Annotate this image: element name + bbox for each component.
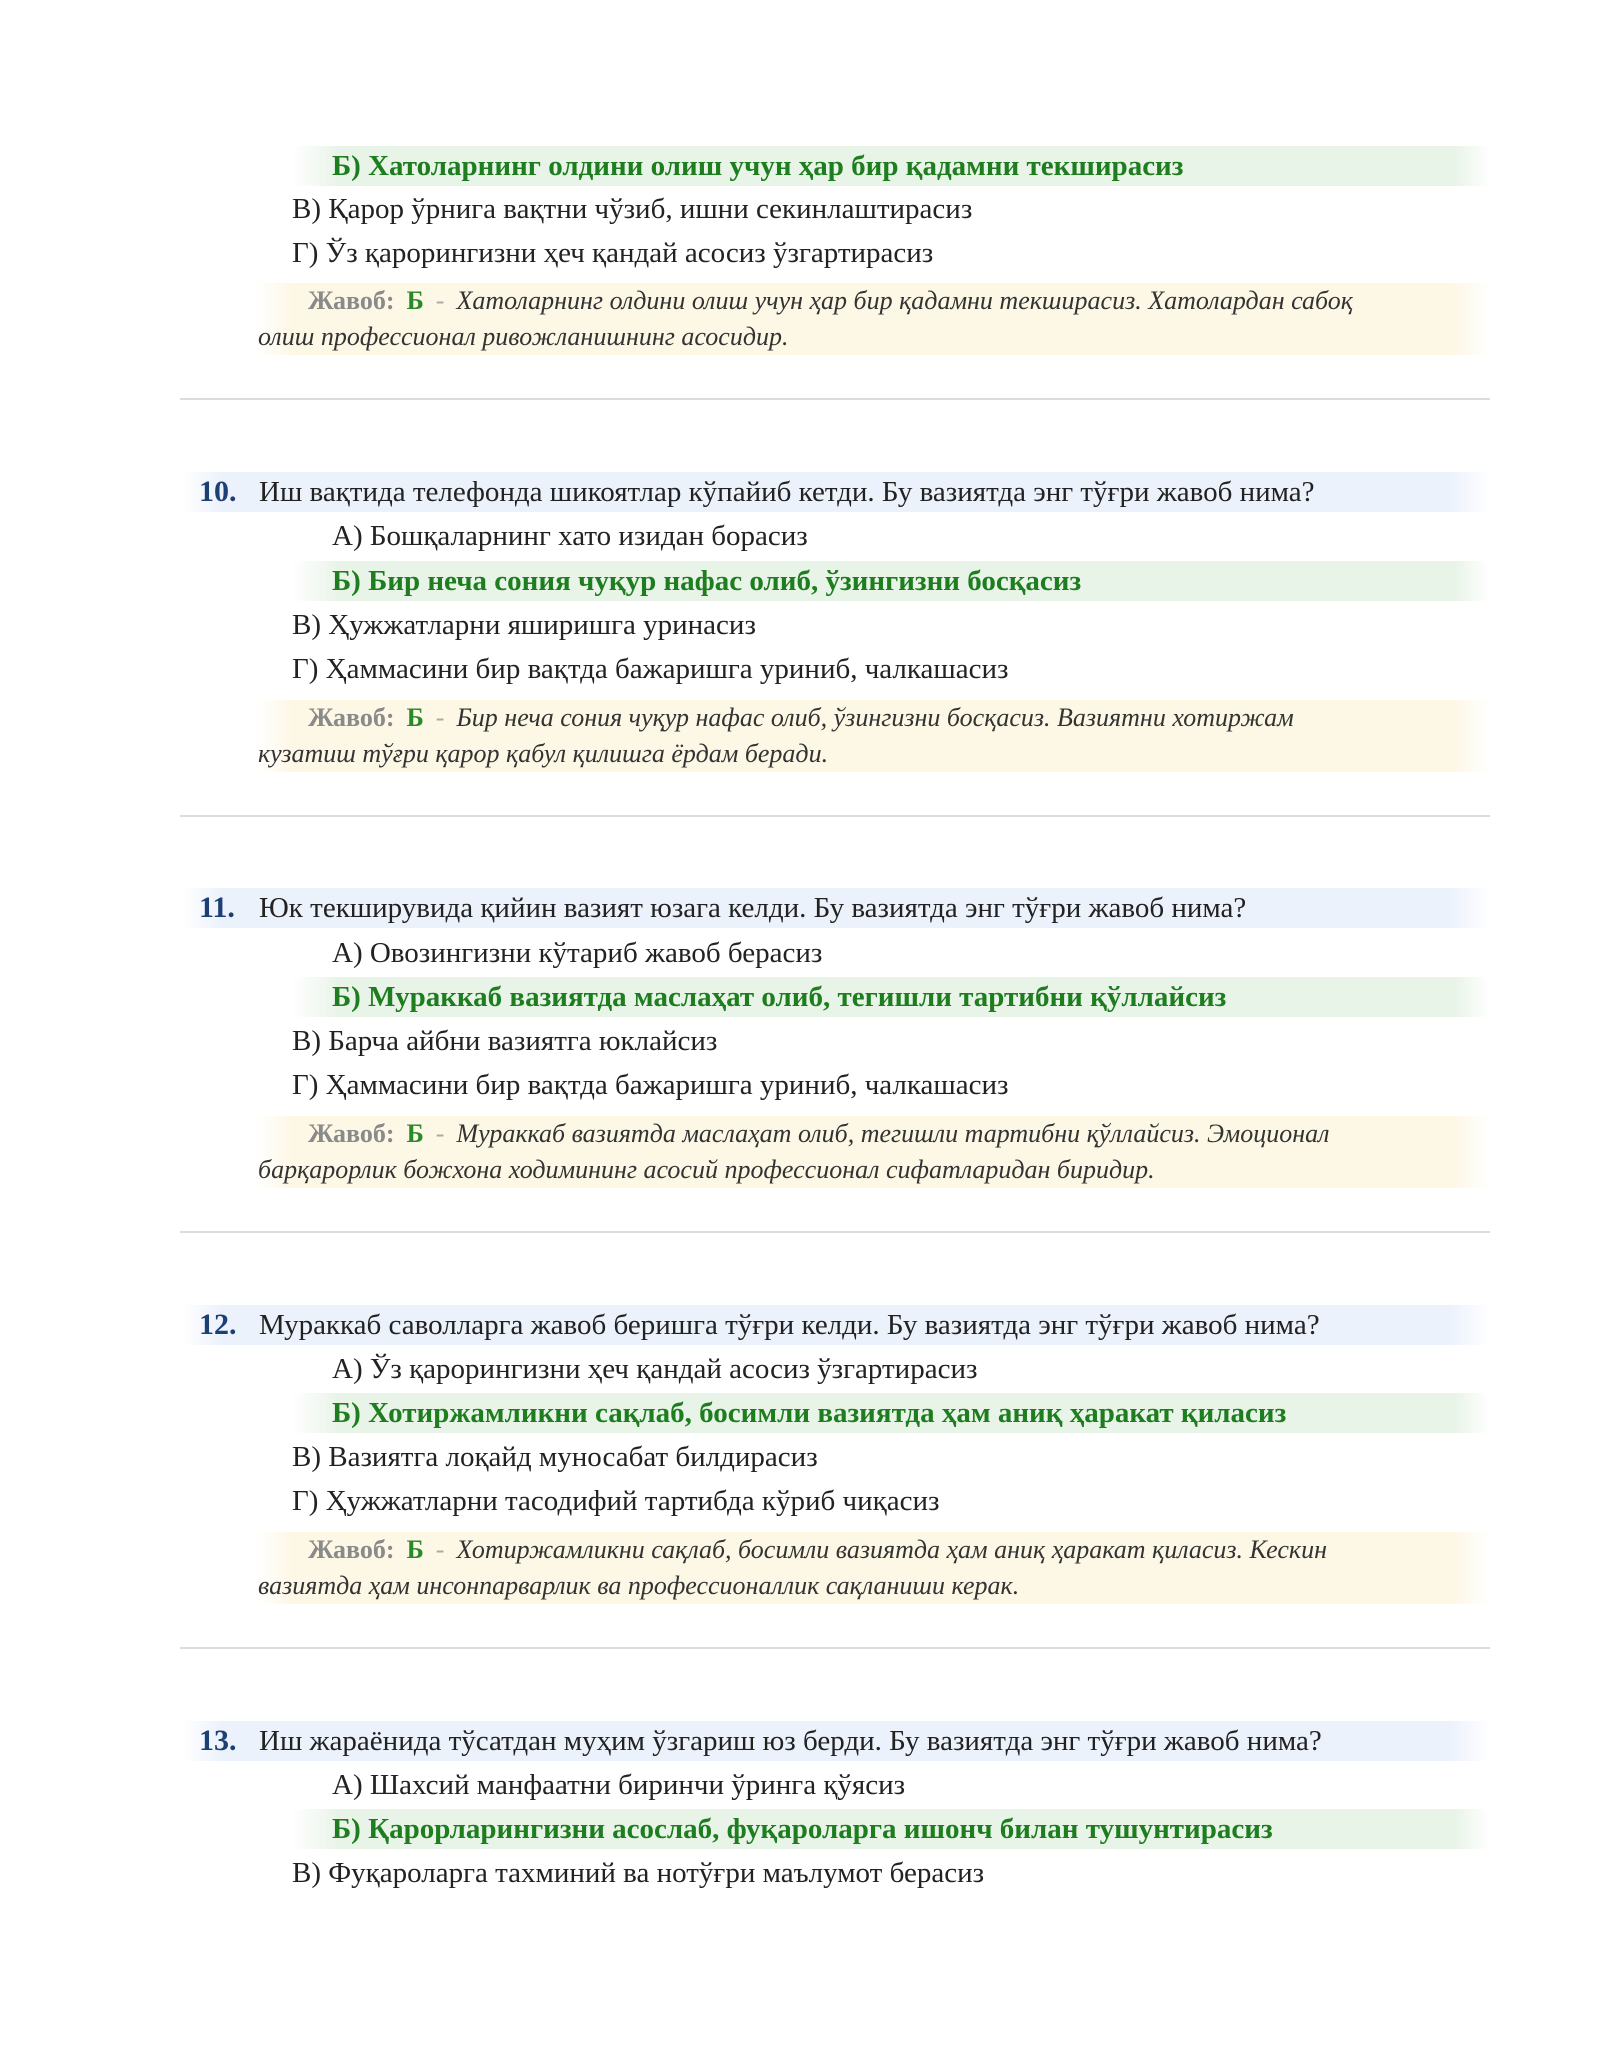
answer-explanation-2: олиш профессионал ривожланишнинг асосидир. [258, 322, 789, 351]
answer-label: Жавоб: [308, 703, 395, 732]
answer-label: Жавоб: [308, 286, 395, 315]
option-a: А) Ўз қарорингизни ҳеч қандай асосиз ўзгартирасиз [332, 1353, 978, 1385]
answer-line-1 [258, 1532, 1486, 1568]
option-a: А) Шахсий манфаатни биринчи ўринга қўясиз [332, 1769, 906, 1801]
question-text: Мураккаб саволларга жавоб беришга тўғри келди. Бу вазиятда энг тўғри жавоб нима? [259, 1309, 1320, 1341]
correct-option: Б) Бир неча сония чуқур нафас олиб, ўзингизни босқасиз [292, 561, 1490, 601]
answer-dash: - [435, 1535, 445, 1564]
question-text: Юк текширувида қийин вазият юзага келди. Бу вазиятда энг тўғри жавоб нима? [259, 892, 1247, 924]
correct-option: Б) Хотиржамликни сақлаб, босимли вазиятда ҳам аниқ ҳаракат қиласиз [292, 1393, 1490, 1433]
option-v: В) Барча айбни вазиятга юклайсиз [292, 1025, 718, 1057]
question-text: Иш вақтида телефонда шикоятлар кўпайиб кетди. Бу вазиятда энг тўғри жавоб нима? [259, 476, 1315, 508]
answer-box [256, 1116, 1490, 1188]
question-number: 11. [199, 891, 235, 924]
option-v: В) Вазиятга лоқайд муносабат билдирасиз [292, 1441, 818, 1473]
question-12 [182, 1305, 1490, 1345]
answer-explanation-2: барқарорлик божхона ходимининг асосий профессионал сифатларидан биридир. [258, 1155, 1155, 1184]
option-v: В) Фуқароларга тахминий ва нотўғри маълумот берасиз [292, 1857, 985, 1889]
answer-dash: - [435, 1119, 445, 1148]
question-text: Иш жараёнида тўсатдан муҳим ўзгариш юз берди. Бу вазиятда энг тўғри жавоб нима? [259, 1725, 1322, 1757]
answer-line-1 [258, 700, 1486, 736]
option-a: А) Бошқаларнинг хато изидан борасиз [332, 520, 808, 552]
answer-box [256, 700, 1490, 772]
question-13 [182, 1721, 1490, 1761]
question-number: 12. [199, 1308, 237, 1341]
divider [180, 398, 1490, 400]
option-g: Г) Ҳужжатларни тасодифий тартибда кўриб чиқасиз [292, 1485, 940, 1517]
question-number: 13. [199, 1724, 237, 1757]
option-g: Г) Ҳаммасини бир вақтда бажаришга уриниб, чалкашасиз [292, 1069, 1009, 1101]
divider [180, 815, 1490, 817]
answer-box [256, 1532, 1490, 1604]
answer-explanation-2: вазиятда ҳам инсонпарварлик ва профессионаллик сақланиши керак. [258, 1571, 1020, 1600]
option-g: Г) Ўз қарорингизни ҳеч қандай асосиз ўзгартирасиз [292, 237, 934, 269]
answer-explanation-1: Бир неча сония чуқур нафас олиб, ўзингизни босқасиз. Вазиятни хотиржам [456, 703, 1294, 732]
correct-option: Б) Хатоларнинг олдини олиш учун ҳар бир қадамни текширасиз [292, 146, 1490, 186]
answer-explanation-1: Хотиржамликни сақлаб, босимли вазиятда ҳам аниқ ҳаракат қиласиз. Кескин [456, 1535, 1327, 1564]
divider [180, 1231, 1490, 1233]
answer-dash: - [435, 703, 445, 732]
answer-letter: Б [406, 1535, 424, 1564]
option-v: В) Қарор ўрнига вақтни чўзиб, ишни секинлаштирасиз [292, 193, 973, 225]
answer-letter: Б [406, 1119, 424, 1148]
answer-dash: - [435, 286, 445, 315]
answer-label: Жавоб: [308, 1119, 395, 1148]
answer-explanation-2: кузатиш тўғри қарор қабул қилишга ёрдам беради. [258, 739, 829, 768]
answer-letter: Б [406, 286, 424, 315]
answer-box [256, 283, 1490, 355]
answer-explanation-1: Хатоларнинг олдини олиш учун ҳар бир қадамни текширасиз. Хатолардан сабоқ [456, 286, 1353, 315]
answer-letter: Б [406, 703, 424, 732]
answer-line-1 [258, 1116, 1486, 1152]
answer-line-1 [258, 283, 1486, 319]
correct-option: Б) Қарорларингизни асослаб, фуқароларга ишонч билан тушунтирасиз [292, 1809, 1490, 1849]
option-a: А) Овозингизни кўтариб жавоб берасиз [332, 937, 823, 969]
question-number: 10. [199, 475, 237, 508]
option-g: Г) Ҳаммасини бир вақтда бажаришга уриниб, чалкашасиз [292, 653, 1009, 685]
answer-explanation-1: Мураккаб вазиятда маслаҳат олиб, тегишли тартибни қўллайсиз. Эмоционал [456, 1119, 1330, 1148]
question-10 [182, 472, 1490, 512]
correct-option: Б) Мураккаб вазиятда маслаҳат олиб, тегишли тартибни қўллайсиз [292, 977, 1490, 1017]
option-v: В) Ҳужжатларни яширишга уринасиз [292, 609, 756, 641]
divider [180, 1647, 1490, 1649]
question-11 [182, 888, 1490, 928]
answer-label: Жавоб: [308, 1535, 395, 1564]
